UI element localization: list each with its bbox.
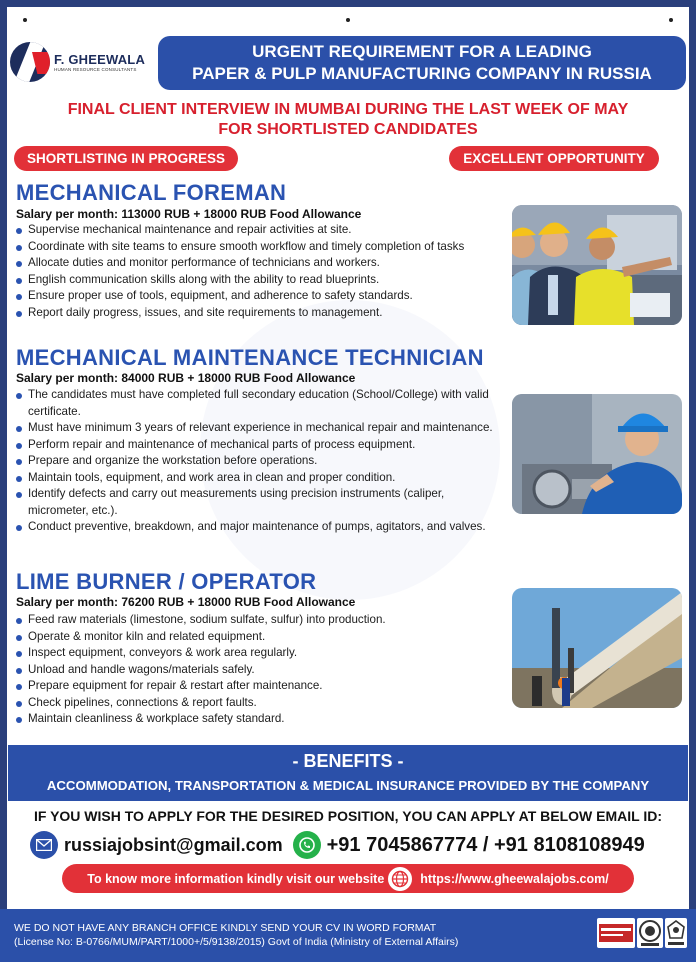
iso-certification-logo: [597, 918, 635, 948]
logo-mark-icon: [10, 42, 50, 82]
list-item: Feed raw materials (limestone, sodium sulfate, sulfur) into production.: [16, 612, 494, 629]
shortlisting-badge: SHORTLISTING IN PROGRESS: [14, 146, 238, 171]
list-item: Coordinate with site teams to ensure smooth workflow and timely completion of tasks: [16, 239, 494, 256]
pin-dot: [346, 18, 350, 22]
globe-icon: [386, 865, 414, 893]
list-item: Check pipelines, connections & report faults.: [16, 695, 494, 712]
engineers-photo: [512, 205, 682, 325]
benefits-text: ACCOMMODATION, TRANSPORTATION & MEDICAL INSURANCE PROVIDED BY THE COMPANY: [46, 778, 650, 793]
headline-banner: [158, 36, 686, 90]
list-item: Ensure proper use of tools, equipment, and adherence to safety standards.: [16, 288, 494, 305]
job-title-technician: MECHANICAL MAINTENANCE TECHNICIAN: [16, 345, 484, 370]
website-prompt: To know more information kindly visit our website: [87, 871, 385, 886]
pin-dot: [669, 18, 673, 22]
opportunity-badge: EXCELLENT OPPORTUNITY: [449, 146, 659, 171]
bureau-veritas-seal: [637, 918, 663, 948]
list-item: Conduct preventive, breakdown, and major maintenance of pumps, agitators, and valves.: [16, 519, 500, 536]
list-item: Inspect equipment, conveyors & work area regularly.: [16, 645, 494, 662]
footer-line2: (License No: B-0766/MUM/PART/1000+/5/9138/2015) Govt of India (Ministry of External Affairs): [14, 936, 459, 948]
job-title-foreman: MECHANICAL FOREMAN: [16, 180, 287, 205]
list-item: Prepare equipment for repair & restart after maintenance.: [16, 678, 494, 695]
list-item: Supervise mechanical maintenance and repair activities at site.: [16, 222, 494, 239]
company-tagline: HUMAN RESOURCE CONSULTANTS: [54, 67, 137, 72]
website-link[interactable]: https://www.gheewalajobs.com/: [420, 871, 609, 886]
list-item: Report daily progress, issues, and site requirements to management.: [16, 305, 494, 322]
list-item: Operate & monitor kiln and related equipment.: [16, 629, 494, 646]
list-item: Identify defects and carry out measurements using precision instruments (caliper, micrometer, etc.).: [16, 486, 500, 519]
list-item: Maintain tools, equipment, and work area in clean and proper condition.: [16, 470, 500, 487]
list-item: Unload and handle wagons/materials safely.: [16, 662, 494, 679]
headline-line2: PAPER & PULP MANUFACTURING COMPANY IN RUSSIA: [192, 64, 652, 83]
email-icon: [30, 831, 58, 859]
duties-technician: [16, 387, 500, 536]
duties-foreman: [16, 222, 494, 321]
ukas-seal: [665, 918, 687, 948]
interview-line2: FOR SHORTLISTED CANDIDATES: [218, 121, 478, 138]
website-banner: [62, 864, 634, 893]
list-item: Perform repair and maintenance of mechanical parts of process equipment.: [16, 437, 500, 454]
list-item: Must have minimum 3 years of relevant experience in mechanical repair and maintenance.: [16, 420, 500, 437]
list-item: Prepare and organize the workstation before operations.: [16, 453, 500, 470]
interview-line1: FINAL CLIENT INTERVIEW IN MUMBAI DURING THE LAST WEEK OF MAY: [67, 101, 629, 118]
duties-lime-burner: [16, 612, 494, 728]
technician-photo: [512, 394, 682, 514]
list-item: The candidates must have completed full secondary education (School/College) with valid certificate.: [16, 387, 500, 420]
kiln-photo: [512, 588, 682, 708]
interview-notice: [8, 100, 688, 140]
company-logo: [10, 40, 158, 84]
benefits-heading: - BENEFITS -: [292, 751, 404, 771]
pin-dot: [23, 18, 27, 22]
benefits-banner: [8, 745, 688, 801]
salary-technician: Salary per month: 84000 RUB + 18000 RUB Food Allowance: [16, 371, 356, 385]
list-item: English communication skills along with the ability to read blueprints.: [16, 272, 494, 289]
footer-bar: [0, 909, 696, 962]
phone-numbers[interactable]: +91 7045867774 / +91 8108108949: [326, 833, 645, 856]
footer-line1: WE DO NOT HAVE ANY BRANCH OFFICE KINDLY SEND YOUR CV IN WORD FORMAT: [14, 922, 437, 934]
job-title-lime-burner: LIME BURNER / OPERATOR: [16, 569, 317, 594]
salary-lime-burner: Salary per month: 76200 RUB + 18000 RUB Food Allowance: [16, 595, 356, 609]
email-link[interactable]: russiajobsint@gmail.com: [64, 834, 283, 855]
contact-row: [30, 828, 680, 862]
salary-foreman: Salary per month: 113000 RUB + 18000 RUB Food Allowance: [16, 207, 362, 221]
list-item: Maintain cleanliness & workplace safety standard.: [16, 711, 494, 728]
company-name: F. GHEEWALA: [54, 52, 146, 67]
whatsapp-icon: [293, 831, 321, 859]
list-item: Allocate duties and monitor performance of technicians and workers.: [16, 255, 494, 272]
apply-instruction: IF YOU WISH TO APPLY FOR THE DESIRED POSITION, YOU CAN APPLY AT BELOW EMAIL ID:: [33, 808, 662, 824]
headline-line1: URGENT REQUIREMENT FOR A LEADING: [252, 42, 592, 61]
